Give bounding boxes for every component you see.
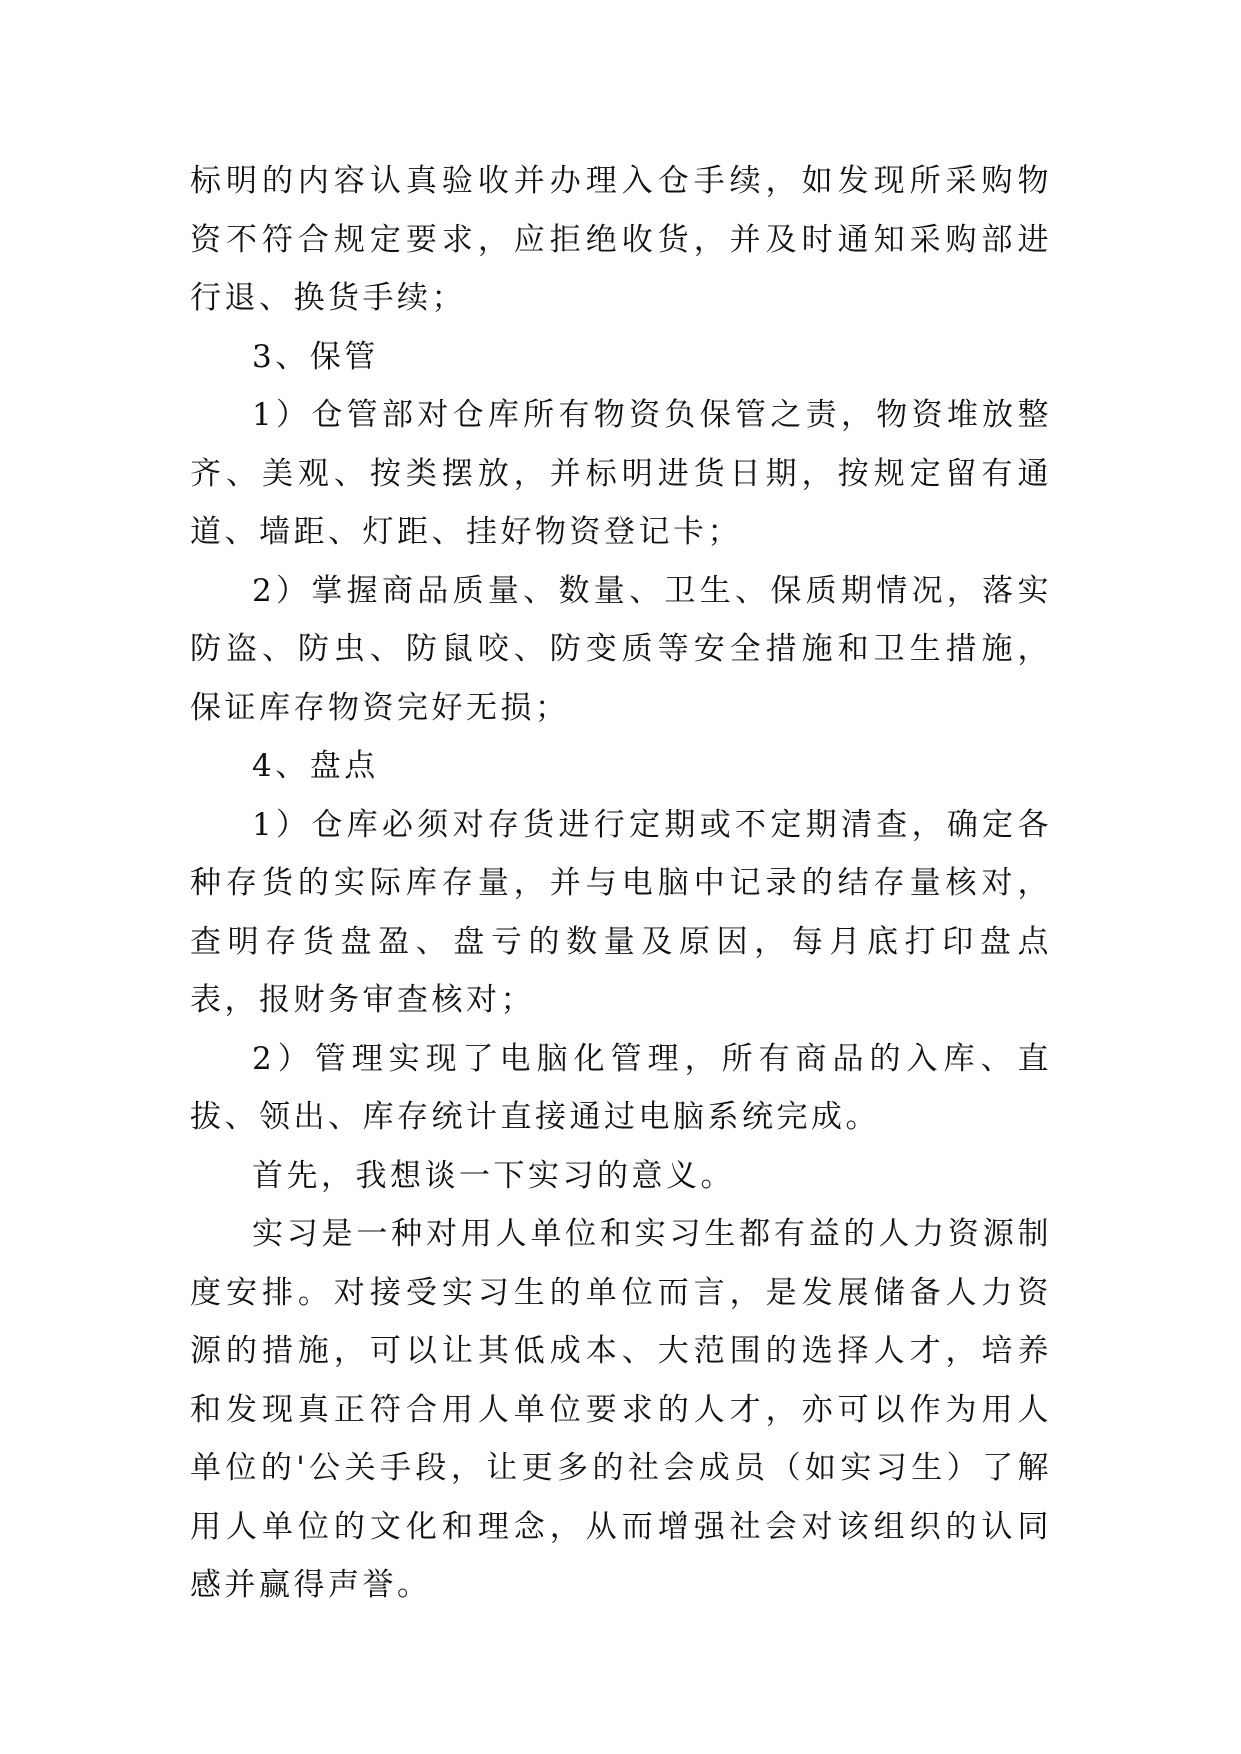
document-body xyxy=(190,152,1052,1615)
paragraph-storage-2: 2）掌握商品质量、数量、卫生、保质期情况，落实防盗、防虫、防鼠咬、防变质等安全措施和卫生措施，保证库存物资完好无损； xyxy=(190,572,1052,726)
paragraph-receiving-continuation: 标明的内容认真验收并办理入仓手续，如发现所采购物资不符合规定要求，应拒绝收货，并及时通知采购部进行退、换货手续； xyxy=(190,163,1052,316)
paragraph-internship-meaning: 实习是一种对用人单位和实习生都有益的人力资源制度安排。对接受实习生的单位而言，是发展储备人力资源的措施，可以让其低成本、大范围的选择人才，培养和发现真正符合用人单位要求的人才，亦可以作为用人单位的'公关手段，让更多的社会成员（如实习生）了解用人单位的文化和理念，从而增强社会对该组织的认同感并赢得声誉。 xyxy=(190,1216,1052,1603)
paragraph-inventory-2: 2）管理实现了电脑化管理，所有商品的入库、直拔、领出、库存统计直接通过电脑系统完成。 xyxy=(190,1040,1052,1135)
heading-storage: 3、保管 xyxy=(252,338,379,375)
heading-inventory-count: 4、盘点 xyxy=(252,748,379,784)
paragraph-inventory-1: 1）仓库必须对存货进行定期或不定期清查，确定各种存货的实际库存量，并与电脑中记录的结存量核对，查明存货盘盈、盘亏的数量及原因，每月底打印盘点表，报财务审查核对； xyxy=(190,806,1052,1018)
paragraph-storage-1: 1）仓管部对仓库所有物资负保管之责，物资堆放整齐、美观、按类摆放，并标明进货日期，按规定留有通道、墙距、灯距、挂好物资登记卡； xyxy=(190,397,1052,550)
paragraph-internship-intro: 首先，我想谈一下实习的意义。 xyxy=(252,1157,735,1194)
